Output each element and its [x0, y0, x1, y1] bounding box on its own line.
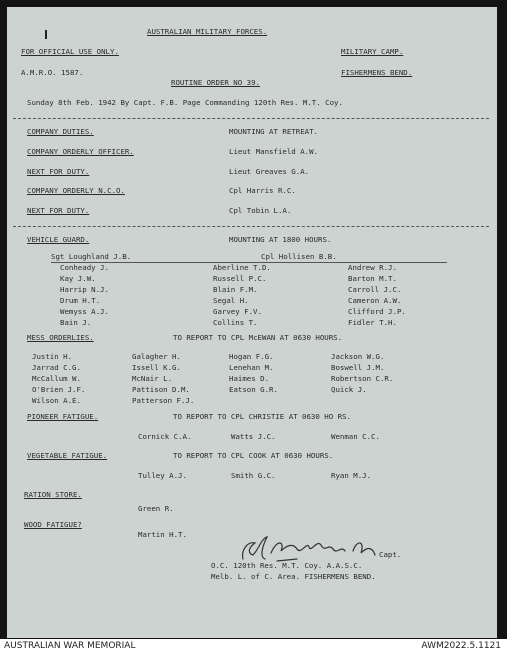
- punch-mark: [45, 30, 47, 39]
- mess-name: Wilson A.E.: [32, 396, 81, 405]
- vegetable-fatigue-label: VEGETABLE FATIGUE.: [27, 451, 108, 460]
- official-use-label: FOR OFFICIAL USE ONLY.: [21, 47, 119, 56]
- mess-name: Haimes D.: [229, 374, 270, 383]
- guard-name: Bain J.: [60, 318, 92, 327]
- sergeant: Sgt Loughland J.B.: [51, 252, 132, 261]
- guard-name: Collins T.: [213, 318, 258, 327]
- document-title: AUSTRALIAN MILITARY FORCES.: [147, 27, 268, 36]
- divider: [13, 226, 489, 227]
- mess-orderlies-label: MESS ORDERLIES.: [27, 333, 94, 342]
- guard-name: Kay J.W.: [60, 274, 96, 283]
- pioneer-name: Wenman C.C.: [331, 432, 380, 441]
- duty-value: Lieut Mansfield A.W.: [229, 147, 318, 156]
- mess-name: Hogan F.G.: [229, 352, 274, 361]
- vehicle-guard-mounting: MOUNTING AT 1800 HOURS.: [229, 235, 332, 244]
- mess-name: Quick J.: [331, 385, 367, 394]
- mess-name: Boswell J.M.: [331, 363, 385, 372]
- routine-order-page: [7, 7, 497, 638]
- mess-name: Justin H.: [32, 352, 73, 361]
- duty-label: COMPANY DUTIES.: [27, 127, 94, 136]
- routine-order-number: ROUTINE ORDER NO 39.: [171, 78, 260, 87]
- divider: [13, 118, 489, 119]
- duty-value: Cpl Tobin L.A.: [229, 206, 292, 215]
- guard-name: Carroll J.C.: [348, 285, 402, 294]
- guard-name: Fidler T.H.: [348, 318, 397, 327]
- mess-name: Jackson W.G.: [331, 352, 385, 361]
- signature-area: Melb. L. of C. Area. FISHERMENS BEND.: [211, 572, 376, 581]
- signature-unit: O.C. 120th Res. M.T. Coy. A.A.S.C.: [211, 561, 363, 570]
- mess-name: McNair L.: [132, 374, 173, 383]
- pioneer-report: TO REPORT TO CPL CHRISTIE AT 0630 HO RS.: [173, 412, 351, 421]
- archive-reference: AWM2022.5.1121: [421, 641, 501, 651]
- mess-name: Robertson C.R.: [331, 374, 394, 383]
- archive-footer: [0, 639, 507, 653]
- mess-report: TO REPORT TO CPL McEWAN AT 0630 HOURS.: [173, 333, 343, 342]
- date-line: Sunday 8th Feb. 1942 By Capt. F.B. Page Commanding 120th Res. M.T. Coy.: [27, 98, 343, 107]
- vegetable-report: TO REPORT TO CPL COOK AT 0630 HOURS.: [173, 451, 334, 460]
- guard-name: Russell P.C.: [213, 274, 267, 283]
- mess-name: McCallum W.: [32, 374, 81, 383]
- vegetable-name: Tulley A.J.: [138, 471, 187, 480]
- duty-label: NEXT FOR DUTY.: [27, 206, 90, 215]
- duty-value: Cpl Harris R.C.: [229, 186, 296, 195]
- guard-name: Blain F.M.: [213, 285, 258, 294]
- camp-label: MILITARY CAMP.: [341, 47, 404, 56]
- duty-value: Lieut Greaves G.A.: [229, 167, 310, 176]
- amro-number: A.M.R.O. 1587.: [21, 68, 84, 77]
- signature-rank: Capt.: [379, 550, 402, 559]
- wood-fatigue-label: WOOD FATIGUE?: [24, 520, 82, 529]
- corporal: Cpl Hollisen B.B.: [261, 252, 337, 261]
- vehicle-guard-label: VEHICLE GUARD.: [27, 235, 90, 244]
- vegetable-name: Smith G.C.: [231, 471, 276, 480]
- duty-label: NEXT FOR DUTY.: [27, 167, 90, 176]
- location-label: FISHERMENS BEND.: [341, 68, 413, 77]
- duty-label: COMPANY ORDERLY N.C.O.: [27, 186, 125, 195]
- mess-name: Lenehan M.: [229, 363, 274, 372]
- pioneer-name: Watts J.C.: [231, 432, 276, 441]
- pioneer-fatigue-label: PIONEER FATIGUE.: [27, 412, 99, 421]
- guard-name: Wemyss A.J.: [60, 307, 109, 316]
- mess-name: Jarrad C.G.: [32, 363, 81, 372]
- guard-name: Garvey F.V.: [213, 307, 262, 316]
- archive-name: AUSTRALIAN WAR MEMORIAL: [4, 641, 136, 651]
- guard-name: Conheady J.: [60, 263, 109, 272]
- guard-name: Barton M.T.: [348, 274, 397, 283]
- duty-label: COMPANY ORDERLY OFFICER.: [27, 147, 134, 156]
- guard-name: Segal H.: [213, 296, 249, 305]
- guard-name: Clifford J.P.: [348, 307, 406, 316]
- pioneer-name: Cornick C.A.: [138, 432, 192, 441]
- ration-store-label: RATION STORE.: [24, 490, 82, 499]
- guard-name: Aberline T.D.: [213, 263, 271, 272]
- guard-name: Drum H.T.: [60, 296, 101, 305]
- duty-value: MOUNTING AT RETREAT.: [229, 127, 318, 136]
- wood-name: Martin H.T.: [138, 530, 187, 539]
- guard-name: Andrew R.J.: [348, 263, 397, 272]
- mess-name: Patterson F.J.: [132, 396, 195, 405]
- ration-name: Green R.: [138, 504, 174, 513]
- mess-name: Galagher H.: [132, 352, 181, 361]
- mess-name: Pattison D.M.: [132, 385, 190, 394]
- mess-name: Eatson G.R.: [229, 385, 278, 394]
- guard-name: Cameron A.W.: [348, 296, 402, 305]
- mess-name: O'Brien J.F.: [32, 385, 86, 394]
- guard-name: Harrip N.J.: [60, 285, 109, 294]
- vegetable-name: Ryan M.J.: [331, 471, 372, 480]
- mess-name: Issell K.G.: [132, 363, 181, 372]
